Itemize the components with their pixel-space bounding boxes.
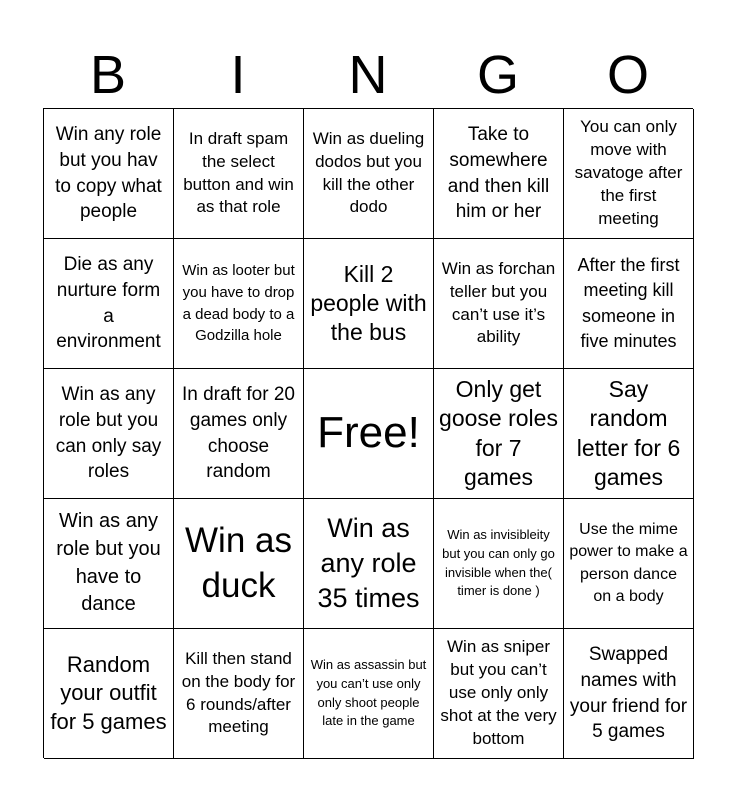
bingo-cell-r2c3[interactable]: Kill 2 people with the bus [304, 239, 434, 369]
bingo-cell-r2c5[interactable]: After the first meeting kill someone in five minutes [564, 239, 694, 369]
bingo-cell-r5c3[interactable]: Win as assassin but you can’t use only only shoot people late in the game [304, 629, 434, 759]
bingo-cell-r5c1[interactable]: Random your outfit for 5 games [44, 629, 174, 759]
bingo-cell-r5c5[interactable]: Swapped names with your friend for 5 games [564, 629, 694, 759]
bingo-cell-r3c4[interactable]: Only get goose roles for 7 games [434, 369, 564, 499]
bingo-cell-r1c1[interactable]: Win any role but you hav to copy what people [44, 109, 174, 239]
bingo-cell-r2c1[interactable]: Die as any nurture form a environment [44, 239, 174, 369]
bingo-cell-r3c1[interactable]: Win as any role but you can only say roles [44, 369, 174, 499]
bingo-cell-r4c4[interactable]: Win as invisibleity but you can only go invisible when the( timer is done ) [434, 499, 564, 629]
bingo-cell-r4c1[interactable]: Win as any role but you have to dance [44, 499, 174, 629]
bingo-cell-r5c2[interactable]: Kill then stand on the body for 6 rounds/after meeting [174, 629, 304, 759]
bingo-cell-r4c2[interactable]: Win as duck [174, 499, 304, 629]
bingo-cell-r1c5[interactable]: You can only move with savatoge after the first meeting [564, 109, 694, 239]
bingo-cell-free[interactable]: Free! [304, 369, 434, 499]
bingo-cell-r3c5[interactable]: Say random letter for 6 games [564, 369, 694, 499]
bingo-grid [43, 108, 693, 758]
bingo-cell-r3c2[interactable]: In draft for 20 games only choose random [174, 369, 304, 499]
header-letter-b: B [89, 45, 127, 105]
header-letter-n: N [348, 45, 388, 105]
bingo-cell-r1c4[interactable]: Take to somewhere and then kill him or her [434, 109, 564, 239]
header-letter-i: I [230, 45, 246, 105]
bingo-cell-r2c4[interactable]: Win as forchan teller but you can’t use it’s ability [434, 239, 564, 369]
bingo-header [43, 44, 693, 106]
bingo-cell-r1c3[interactable]: Win as dueling dodos but you kill the other dodo [304, 109, 434, 239]
header-letter-g: G [476, 45, 519, 105]
bingo-cell-r4c3[interactable]: Win as any role 35 times [304, 499, 434, 629]
header-letter-o: O [606, 45, 649, 105]
bingo-cell-r1c2[interactable]: In draft spam the select button and win as that role [174, 109, 304, 239]
bingo-cell-r4c5[interactable]: Use the mime power to make a person dance on a body [564, 499, 694, 629]
bingo-cell-r5c4[interactable]: Win as sniper but you can’t use only only shot at the very bottom [434, 629, 564, 759]
bingo-cell-r2c2[interactable]: Win as looter but you have to drop a dead body to a Godzilla hole [174, 239, 304, 369]
